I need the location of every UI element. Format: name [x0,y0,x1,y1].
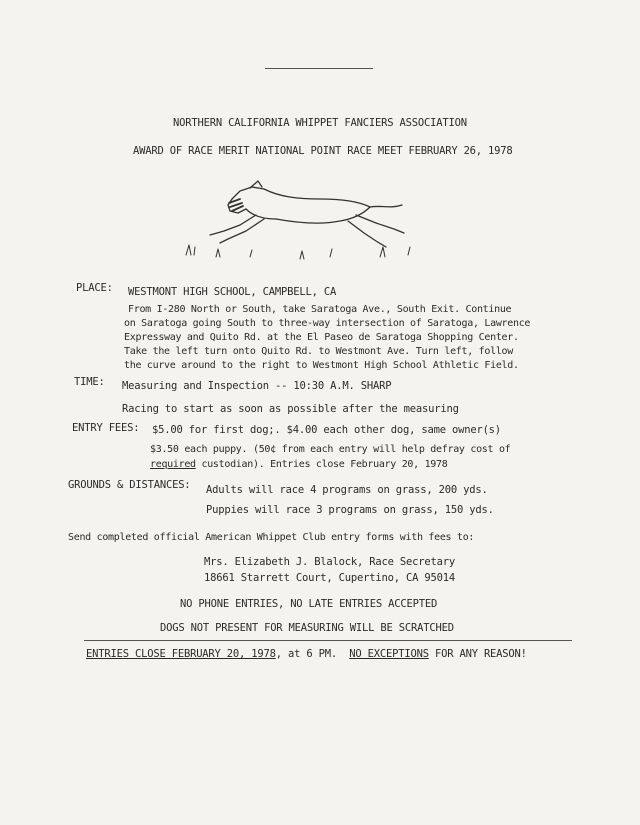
secretary-name: Mrs. Elizabeth J. Blalock, Race Secretary [204,556,455,568]
grounds-adults: Adults will race 4 programs on grass, 200 yds. [206,484,488,496]
footer-entries-close: ENTRIES CLOSE FEBRUARY 20, 1978 [86,648,276,660]
directions-line-4: Take the left turn onto Quito Rd. to Westmont Ave. Turn left, follow [124,346,513,357]
notice-scratched: DOGS NOT PRESENT FOR MEASURING WILL BE SCRATCHED [160,622,454,634]
notice-no-phone: NO PHONE ENTRIES, NO LATE ENTRIES ACCEPTED [180,598,438,610]
fees-close-date: custodian). Entries close February 20, 1978 [195,459,448,470]
place-label: PLACE: [76,282,113,294]
time-label: TIME: [74,376,105,388]
fees-custodian [150,459,447,470]
time-racing: Racing to start as soon as possible after the measuring [122,403,459,415]
footer-line [86,648,527,660]
directions-line-5: the curve around to the right to Westmont High School Athletic Field. [124,360,519,371]
footer-no-exceptions: NO EXCEPTIONS [349,648,429,660]
footer-time: , at 6 PM. [275,648,337,660]
event-title: AWARD OF RACE MERIT NATIONAL POINT RACE MEET FEBRUARY 26, 1978 [133,145,513,157]
place-venue: WESTMONT HIGH SCHOOL, CAMPBELL, CA [128,286,337,298]
footer-reason: FOR ANY REASON! [428,648,527,660]
directions-line-2: on Saratoga going South to three-way intersection of Saratoga, Lawrence [124,318,531,329]
org-title: NORTHERN CALIFORNIA WHIPPET FANCIERS ASSOCIATION [173,117,467,129]
secretary-address: 18661 Starrett Court, Cupertino, CA 95014 [204,572,455,584]
top-divider [265,68,373,69]
directions-line-3: Expressway and Quito Rd. at the El Paseo de Saratoga Shopping Center. [124,332,519,343]
send-instructions: Send completed official American Whippet Club entry forms with fees to: [68,532,475,543]
bottom-divider [84,640,572,641]
fees-label: ENTRY FEES: [72,422,140,434]
grounds-puppies: Puppies will race 3 programs on grass, 150 yds. [206,504,494,516]
time-measuring: Measuring and Inspection -- 10:30 A.M. SHARP [122,380,392,392]
whippet-dog-illustration-icon [180,175,420,263]
dog-head-outline [232,187,264,199]
directions-line-1: From I-280 North or South, take Saratoga Ave., South Exit. Continue [128,304,512,315]
fees-puppy: $3.50 each puppy. (50¢ from each entry will help defray cost of [150,444,511,455]
grounds-label: GROUNDS & DISTANCES: [68,479,191,491]
fees-first-dog: $5.00 for first dog;. $4.00 each other dog, same owner(s) [152,424,501,436]
fees-required: required [150,459,196,470]
